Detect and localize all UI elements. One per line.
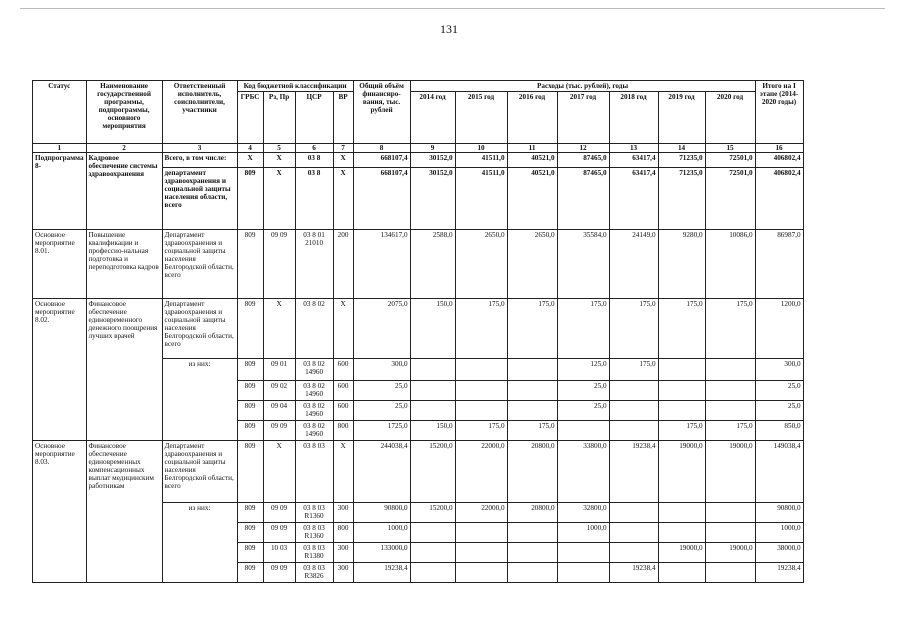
cell-rzpr: X [263,299,295,359]
cell-year-value: 19000,0 [705,543,755,563]
column-number: 16 [755,144,803,153]
cell-year-value [455,543,507,563]
cell-year-value: 150,0 [410,299,455,359]
cell-sum: 19238,4 [755,563,803,583]
column-numbers-row [33,144,804,153]
column-number: 11 [507,144,557,153]
cell-grbs: 809 [237,168,263,230]
cell-total: 1725,0 [353,421,410,441]
column-number: 7 [333,144,353,153]
cell-total: 25,0 [353,381,410,401]
cell-total: 133000,0 [353,543,410,563]
column-number: 8 [353,144,410,153]
cell-year-value [455,381,507,401]
header-status: Статус [33,81,87,144]
cell-year-value: 175,0 [658,421,705,441]
cell-year-value: 175,0 [658,299,705,359]
cell-total: 1000,0 [353,523,410,543]
column-number: 4 [237,144,263,153]
cell-vr: 800 [333,421,353,441]
cell-total: 668107,4 [353,168,410,230]
cell-year-value [455,563,507,583]
header-year: 2019 год [658,92,705,144]
cell-year-value: 9280,0 [658,230,705,299]
cell-sum: 1200,0 [755,299,803,359]
cell-year-value: 87465,0 [557,168,609,230]
cell-status: Основное мероприятие 8.02. [33,299,87,441]
cell-year-value: 2650,0 [455,230,507,299]
cell-year-value: 87465,0 [557,153,609,168]
table-row [33,441,804,503]
header-year: 2017 год [557,92,609,144]
cell-year-value: 72501,0 [705,153,755,168]
cell-year-value [658,381,705,401]
cell-csr: 03 8 03 R1360 [295,503,333,523]
cell-year-value: 33800,0 [557,441,609,503]
cell-grbs: 809 [237,401,263,421]
cell-year-value [410,523,455,543]
cell-year-value [410,543,455,563]
cell-grbs: 809 [237,381,263,401]
cell-year-value: 24149,0 [609,230,658,299]
budget-table [32,80,804,583]
cell-rzpr: X [263,168,295,230]
cell-year-value [705,359,755,381]
cell-year-value [410,563,455,583]
cell-responsible: из них: [162,359,237,441]
cell-sum: 300,0 [755,359,803,381]
cell-grbs: 809 [237,503,263,523]
column-number: 1 [33,144,87,153]
cell-year-value: 175,0 [609,359,658,381]
cell-year-value [507,563,557,583]
cell-year-value: 175,0 [705,299,755,359]
cell-rzpr: 09 09 [263,503,295,523]
cell-responsible: департамент здравоохранения и социальной защиты населения области, всего [162,168,237,230]
cell-year-value: 175,0 [609,299,658,359]
cell-sum: 406802,4 [755,168,803,230]
cell-year-value: 19238,4 [609,441,658,503]
cell-year-value [658,359,705,381]
cell-year-value [455,523,507,543]
cell-year-value [609,401,658,421]
cell-total: 668107,4 [353,153,410,168]
cell-csr: 03 8 03 R1380 [295,543,333,563]
cell-year-value: 22000,0 [455,441,507,503]
cell-rzpr: X [263,441,295,503]
cell-year-value: 125,0 [557,359,609,381]
cell-year-value [455,359,507,381]
cell-name: Кадровое обеспечение системы здравоохранения [86,153,162,230]
cell-year-value: 40521,0 [507,153,557,168]
cell-rzpr: 09 04 [263,401,295,421]
column-number: 15 [705,144,755,153]
cell-sum: 850,0 [755,421,803,441]
cell-grbs: 809 [237,543,263,563]
cell-year-value: 175,0 [507,421,557,441]
cell-year-value: 150,0 [410,421,455,441]
cell-sum: 1000,0 [755,523,803,543]
table-row [33,299,804,359]
cell-year-value: 63417,4 [609,168,658,230]
cell-responsible: Департамент здравоохранения и социальной защиты населения Белгородской области, всего [162,441,237,503]
cell-year-value: 19000,0 [658,441,705,503]
cell-name: Финансовое обеспечение единовременного денежного поощрения лучших врачей [86,299,162,441]
cell-year-value [557,563,609,583]
cell-vr: 800 [333,523,353,543]
cell-year-value: 2650,0 [507,230,557,299]
cell-year-value: 15200,0 [410,441,455,503]
cell-year-value: 30152,0 [410,168,455,230]
cell-year-value: 22000,0 [455,503,507,523]
cell-year-value: 20800,0 [507,503,557,523]
cell-total: 2075,0 [353,299,410,359]
cell-name: Финансовое обеспечение единовременных компенсационных выплат медицинским работникам [86,441,162,583]
cell-rzpr: 09 09 [263,523,295,543]
header-year: 2015 год [455,92,507,144]
cell-year-value [557,421,609,441]
cell-grbs: 809 [237,441,263,503]
cell-year-value: 41511,0 [455,153,507,168]
cell-vr: 600 [333,381,353,401]
cell-year-value [705,381,755,401]
header-grbs: ГРБС [237,92,263,144]
cell-csr: 03 8 02 14960 [295,381,333,401]
cell-vr: 600 [333,359,353,381]
cell-year-value [658,503,705,523]
cell-responsible: Департамент здравоохранения и социальной защиты населения Белгородской области, всего [162,299,237,359]
cell-year-value [507,359,557,381]
cell-year-value [705,401,755,421]
cell-year-value [705,503,755,523]
cell-rzpr: 09 01 [263,359,295,381]
cell-grbs: 809 [237,299,263,359]
cell-csr: 03 8 03 R1360 [295,523,333,543]
column-number: 14 [658,144,705,153]
cell-csr: 03 8 03 R3826 [295,563,333,583]
cell-vr: 300 [333,563,353,583]
header-vr: ВР [333,92,353,144]
header-expenses: Расходы (тыс. рублей), годы [410,81,755,92]
cell-rzpr: 09 09 [263,230,295,299]
cell-year-value [410,381,455,401]
cell-csr: 03 8 01 21010 [295,230,333,299]
header-budget-code: Код бюджетной классификации [237,81,353,92]
header-year: 2014 год [410,92,455,144]
cell-year-value: 35584,0 [557,230,609,299]
cell-year-value: 32800,0 [557,503,609,523]
cell-sum: 25,0 [755,401,803,421]
cell-year-value [507,543,557,563]
cell-year-value [507,523,557,543]
cell-responsible: Всего, в том числе: [162,153,237,168]
cell-year-value: 20800,0 [507,441,557,503]
cell-csr: 03 8 02 14960 [295,401,333,421]
column-number: 6 [295,144,333,153]
page-top-rule [20,8,885,9]
cell-grbs: 809 [237,563,263,583]
cell-total: 90800,0 [353,503,410,523]
page-number: 131 [440,22,458,36]
cell-year-value: 41511,0 [455,168,507,230]
cell-csr: 03 8 [295,168,333,230]
budget-table-wrapper [32,80,804,583]
cell-sum: 406802,4 [755,153,803,168]
header-total: Общий объём финансиро-вания, тыс. рублей [353,81,410,144]
cell-responsible: Департамент здравоохранения и социальной защиты населения Белгородской области, всего [162,230,237,299]
cell-sum: 25,0 [755,381,803,401]
cell-rzpr: 09 02 [263,381,295,401]
cell-year-value: 30152,0 [410,153,455,168]
cell-year-value: 19000,0 [658,543,705,563]
header-responsible: Ответственный исполнитель, соисполнители, участники [162,81,237,144]
header-year: 2018 год [609,92,658,144]
column-number: 5 [263,144,295,153]
cell-year-value: 63417,4 [609,153,658,168]
cell-total: 300,0 [353,359,410,381]
cell-year-value: 19238,4 [609,563,658,583]
header-name: Наименование государственной программы, подпрограммы, основного мероприятия [86,81,162,144]
header-rzpr: Рз, Пр [263,92,295,144]
cell-year-value: 25,0 [557,401,609,421]
cell-year-value: 19000,0 [705,441,755,503]
cell-vr: 600 [333,401,353,421]
cell-year-value: 175,0 [705,421,755,441]
cell-year-value [410,359,455,381]
table-row [33,230,804,299]
header-year: 2016 год [507,92,557,144]
header-csr: ЦСР [295,92,333,144]
cell-year-value: 2588,0 [410,230,455,299]
cell-status: Основное мероприятие 8.03. [33,441,87,583]
header-itogo: Итого на I этапе (2014-2020 годы) [755,81,803,144]
cell-year-value: 175,0 [557,299,609,359]
cell-grbs: 809 [237,523,263,543]
cell-grbs: 809 [237,421,263,441]
cell-year-value [658,563,705,583]
cell-year-value [609,543,658,563]
cell-year-value: 175,0 [507,299,557,359]
cell-year-value: 71235,0 [658,168,705,230]
cell-status: Подпрограмма 8- [33,153,87,230]
cell-year-value: 25,0 [557,381,609,401]
cell-year-value: 40521,0 [507,168,557,230]
cell-vr: 300 [333,503,353,523]
cell-sum: 149038,4 [755,441,803,503]
cell-grbs: X [237,153,263,168]
table-row [33,153,804,168]
cell-year-value: 15200,0 [410,503,455,523]
cell-year-value [507,381,557,401]
column-number: 3 [162,144,237,153]
cell-grbs: 809 [237,230,263,299]
cell-csr: 03 8 03 [295,441,333,503]
cell-year-value: 175,0 [455,299,507,359]
cell-vr: X [333,153,353,168]
column-number: 9 [410,144,455,153]
cell-rzpr: 09 09 [263,563,295,583]
cell-year-value: 10086,0 [705,230,755,299]
cell-year-value [410,401,455,421]
cell-total: 244038,4 [353,441,410,503]
column-number: 13 [609,144,658,153]
cell-rzpr: X [263,153,295,168]
cell-csr: 03 8 02 14960 [295,359,333,381]
cell-year-value [557,543,609,563]
cell-vr: X [333,168,353,230]
cell-year-value [658,523,705,543]
cell-vr: X [333,441,353,503]
cell-year-value [609,381,658,401]
cell-grbs: 809 [237,359,263,381]
cell-year-value [609,503,658,523]
cell-year-value [705,563,755,583]
cell-sum: 90800,0 [755,503,803,523]
cell-responsible: из них: [162,503,237,583]
header-year: 2020 год [705,92,755,144]
cell-vr: X [333,299,353,359]
cell-rzpr: 10 03 [263,543,295,563]
column-number: 2 [86,144,162,153]
cell-sum: 86987,0 [755,230,803,299]
column-number: 10 [455,144,507,153]
cell-sum: 38000,0 [755,543,803,563]
cell-year-value [609,523,658,543]
cell-name: Повышение квалификации и профессио-нальная подготовка и переподготовка кадров [86,230,162,299]
cell-year-value: 1000,0 [557,523,609,543]
column-number: 12 [557,144,609,153]
cell-rzpr: 09 09 [263,421,295,441]
cell-year-value: 175,0 [455,421,507,441]
cell-vr: 300 [333,543,353,563]
cell-year-value: 71235,0 [658,153,705,168]
cell-status: Основное мероприятие 8.01. [33,230,87,299]
cell-year-value [609,421,658,441]
cell-csr: 03 8 02 14960 [295,421,333,441]
cell-vr: 200 [333,230,353,299]
cell-csr: 03 8 [295,153,333,168]
cell-year-value [455,401,507,421]
cell-year-value [705,523,755,543]
cell-year-value [507,401,557,421]
cell-total: 19238,4 [353,563,410,583]
cell-total: 25,0 [353,401,410,421]
cell-csr: 03 8 02 [295,299,333,359]
cell-total: 134617,0 [353,230,410,299]
cell-year-value [658,401,705,421]
cell-year-value: 72501,0 [705,168,755,230]
